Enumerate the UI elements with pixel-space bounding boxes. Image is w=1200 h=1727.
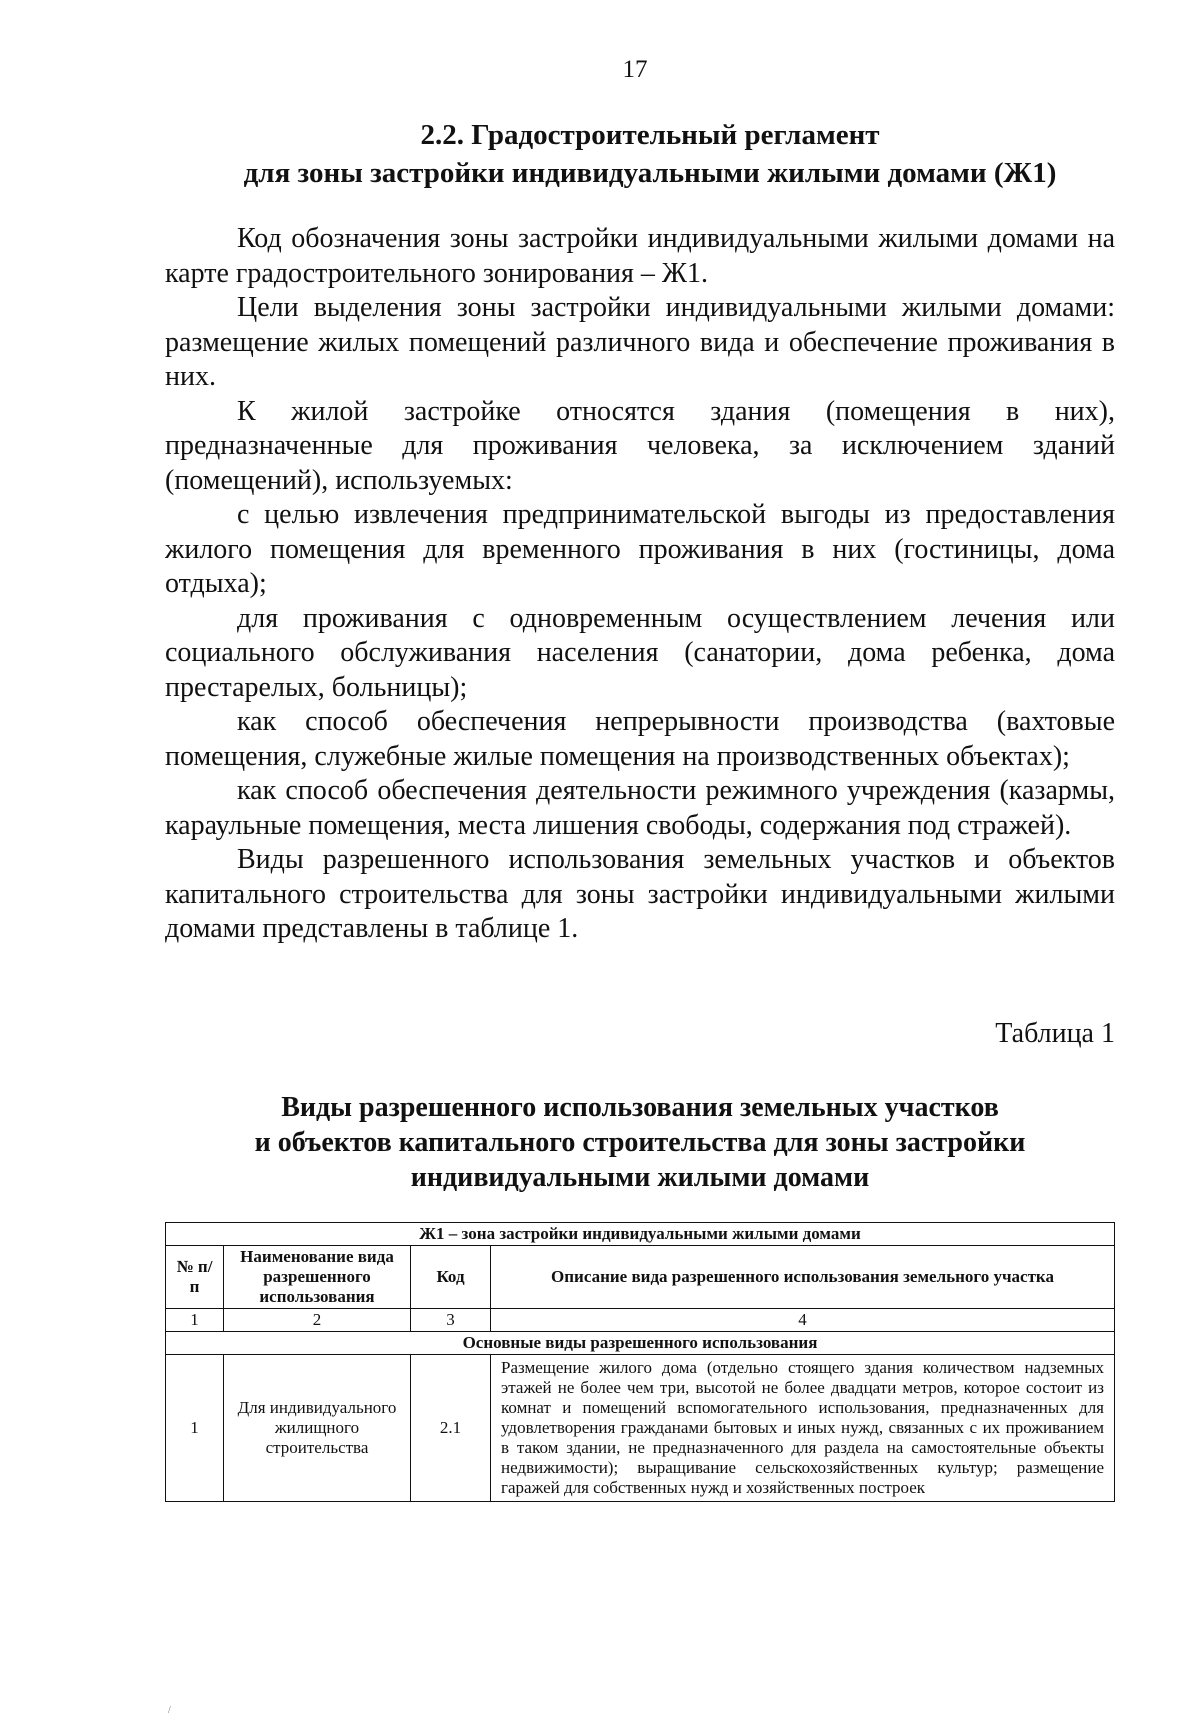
column-number: 3 [411, 1309, 491, 1332]
paragraph: как способ обеспечения непрерывности производства (вахтовые помещения, служебные жилые помещения на производственных объектах); [165, 706, 1115, 772]
body-text [165, 222, 1115, 947]
scan-mark: / [168, 1705, 171, 1716]
zone-header: Ж1 – зона застройки индивидуальными жилыми домами [166, 1223, 1115, 1246]
paragraph: Виды разрешенного использования земельных участков и объектов капитального строительства для зоны застройки индивидуальными жилыми домами представлены в таблице 1. [165, 844, 1115, 944]
column-header-name: Наименование вида разрешенного использования [224, 1246, 411, 1309]
group-header-row [166, 1332, 1115, 1355]
column-header-row [166, 1246, 1115, 1309]
column-header-description: Описание вида разрешенного использования земельного участка [491, 1246, 1115, 1309]
row-name: Для индивидуального жилищного строительства [224, 1355, 411, 1502]
column-number: 4 [491, 1309, 1115, 1332]
group-header: Основные виды разрешенного использования [166, 1332, 1115, 1355]
zone-header-row [166, 1223, 1115, 1246]
table-caption: Таблица 1 [995, 1018, 1115, 1049]
page-number: 17 [622, 56, 648, 83]
row-code: 2.1 [411, 1355, 491, 1502]
table-row [166, 1355, 1115, 1502]
row-num: 1 [166, 1355, 224, 1502]
column-header-code: Код [411, 1246, 491, 1309]
paragraph: Код обозначения зоны застройки индивидуальными жилыми домами на карте градостроительного зонирования – Ж1. [165, 223, 1115, 289]
paragraph: как способ обеспечения деятельности режимного учреждения (казармы, караульные помещения, места лишения свободы, содержания под стражей). [165, 775, 1115, 841]
paragraph: с целью извлечения предпринимательской выгоды из предоставления жилого помещения для временного проживания в них (гостиницы, дома отдыха); [165, 499, 1115, 599]
column-number: 1 [166, 1309, 224, 1332]
table-title-line-1: Виды разрешенного использования земельных участков [281, 1092, 999, 1123]
column-header-num: № п/п [166, 1246, 224, 1309]
section-title-line-1: 2.2. Градостроительный регламент [420, 119, 880, 151]
paragraph: К жилой застройке относятся здания (помещения в них), предназначенные для проживания человека, за исключением зданий (помещений), используемых: [165, 395, 1115, 496]
section-title-line-2: для зоны застройки индивидуальными жилыми домами (Ж1) [243, 157, 1057, 189]
column-number: 2 [224, 1309, 411, 1332]
paragraph: Цели выделения зоны застройки индивидуальными жилыми домами: размещение жилых помещений различного вида и обеспечение проживания в них. [165, 292, 1115, 392]
paragraph: для проживания с одновременным осуществлением лечения или социального обслуживания населения (санатории, дома ребенка, дома престарелых, больницы); [165, 602, 1115, 703]
section-title [150, 116, 1150, 192]
table-title [165, 1090, 1115, 1195]
table-title-line-2: и объектов капитального строительства для зоны застройки [254, 1127, 1026, 1158]
column-number-row [166, 1309, 1115, 1332]
table-title-line-3: индивидуальными жилыми домами [410, 1162, 870, 1193]
zone-table [165, 1222, 1115, 1502]
row-description: Размещение жилого дома (отдельно стоящего здания количеством надземных этажей не более чем три, высотой не более двадцати метров, которое состоит из комнат и помещений вспомогательного использования, предназначенных для удовлетворения гражданами бытовых и иных нужд, связанных с их проживанием в таком здании, не предназначенного для раздела на самостоятельные объекты недвижимости); выращивание сельскохозяйственных культур; размещение гаражей для собственных нужд и хозяйственных построек [491, 1355, 1115, 1502]
